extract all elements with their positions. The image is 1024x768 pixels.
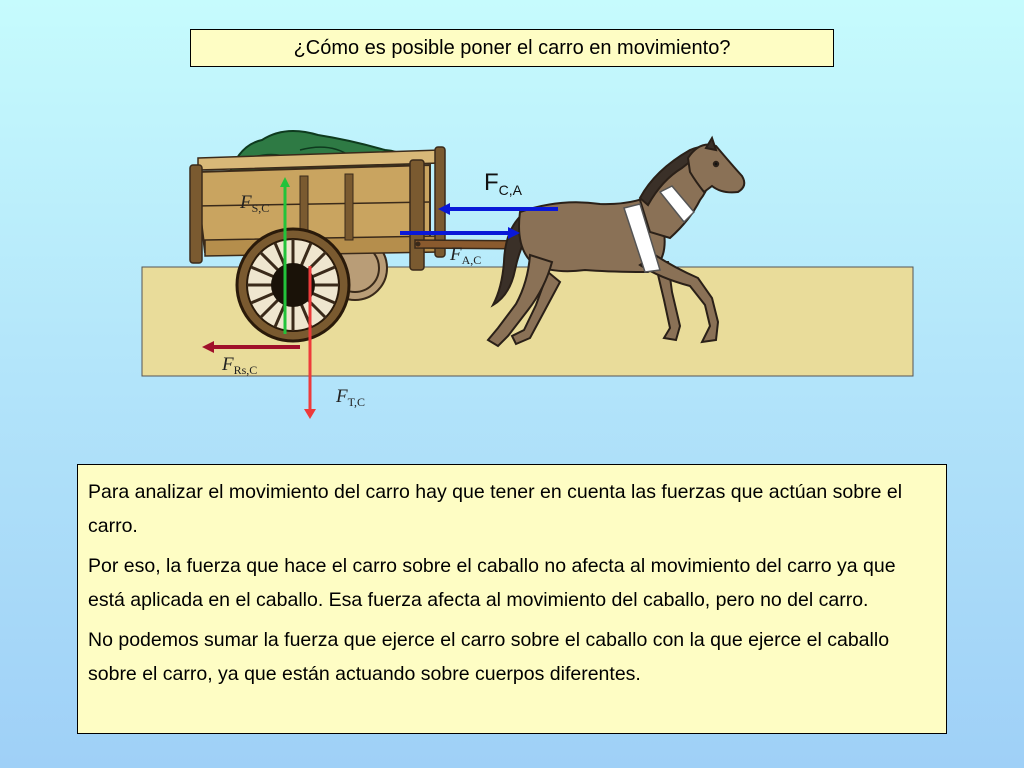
paragraph-3: No podemos sumar la fuerza que ejerce el carro sobre el caballo con la que ejerce el caballo sobre el carro, ya que están actuando sobre cuerpos diferentes.	[88, 629, 890, 685]
label-f-ac: $F_{A,C}$	[450, 244, 482, 267]
label-f-rsc: $F_{Rs,C}$	[222, 354, 258, 377]
label-f-tc: $F_{T,C}$	[336, 386, 366, 409]
label-f-sc: $F_{S,C}$	[240, 192, 270, 215]
paragraph-1: Para analizar el movimiento del carro hay que tener en cuenta las fuerzas que actúan sobre el carro.	[88, 481, 903, 537]
page-title: ¿Cómo es posible poner el carro en movimiento?	[293, 36, 731, 59]
cart-front-wheel	[237, 229, 349, 341]
label-f-ca: $F_{C,A}$	[484, 169, 523, 198]
paragraph-2: Por eso, la fuerza que hace el carro sobre el caballo no afecta al movimiento del carro ya que está aplicada en el caballo. Esa fuerza afecta al movimiento del caballo, pero no del carro.	[88, 555, 896, 611]
explanation-box	[77, 464, 947, 734]
